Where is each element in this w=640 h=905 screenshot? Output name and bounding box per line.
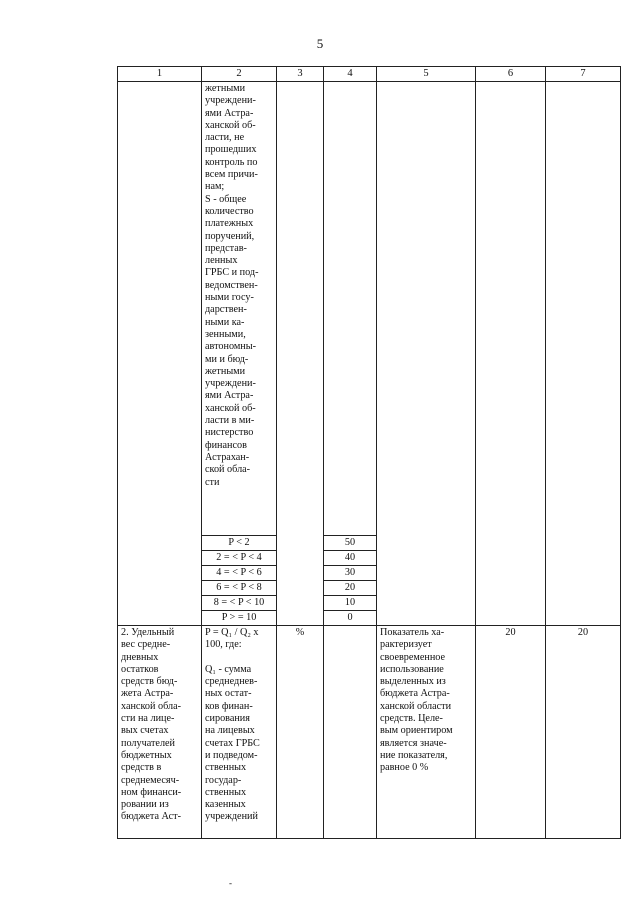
score-cell [324,626,377,839]
scale-condition: P < 2 [202,536,277,551]
scale-condition: 2 = < P < 4 [202,551,277,566]
column-number-row [118,67,621,82]
formula-description-cell: жетными учреждени- ями Астра- ханской об- ласти, не прошедших контроль по всем причи- нам; S - общее количество платежных поручений, представ- ленных ГРБС и под- ведомствен- ными госу- дарствен- ными ка- зенными, автономны- ми и бюд- жетными учреждени- ями Астра- ханской об- ласти в ми- нистерство финансов Астрахан- ской обла- сти [202,82,277,536]
comment-cell [377,82,476,626]
column-number: 6 [476,67,546,82]
table-row [118,82,621,536]
scale-condition: 6 = < P < 8 [202,581,277,596]
column-number: 7 [546,67,621,82]
column-number: 2 [202,67,277,82]
scale-score: 20 [324,581,377,596]
indicator-table [117,66,621,839]
weight-cell: 20 [476,626,546,839]
indicator-name-cell [118,82,202,626]
value-cell [546,82,621,626]
scale-condition: P > = 10 [202,611,277,626]
score-cell [324,82,377,536]
column-number: 4 [324,67,377,82]
table-row [118,626,621,839]
scale-score: 40 [324,551,377,566]
page-number: 5 [316,36,324,51]
column-number: 5 [377,67,476,82]
column-number: 1 [118,67,202,82]
unit-cell [277,82,324,536]
scale-score: 50 [324,536,377,551]
weight-cell [476,82,546,626]
scale-score: 30 [324,566,377,581]
scale-condition: 8 = < P < 10 [202,596,277,611]
scale-condition: 4 = < P < 6 [202,566,277,581]
comment-cell: Показатель ха- рактеризует своевременное использование выделенных из бюджета Астра- ханской области средств. Целе- вым ориентиром является значе- ние показателя, равное 0 % [377,626,476,839]
scale-score: 0 [324,611,377,626]
unit-cell: % [277,626,324,839]
formula-description-cell: P = Q₁ / Q₂ x 100, где: Q₁ - сумма среднеднев- ных остат- ков финан- сирования на лицевых счетах ГРБС и подведом- ственных государ- ственных казенных учреждений [202,626,277,839]
unit-cell [277,536,324,626]
scale-score: 10 [324,596,377,611]
indicator-name-cell: 2. Удельный вес средне- дневных остатков средств бюд- жета Астра- ханской обла- сти на лице- вых счетах получателей бюджетных средств в среднемесяч- ном финанси- ровании из бюджета Аст- [118,626,202,839]
column-number: 3 [277,67,324,82]
value-cell: 20 [546,626,621,839]
footer-mark: - [229,878,232,888]
